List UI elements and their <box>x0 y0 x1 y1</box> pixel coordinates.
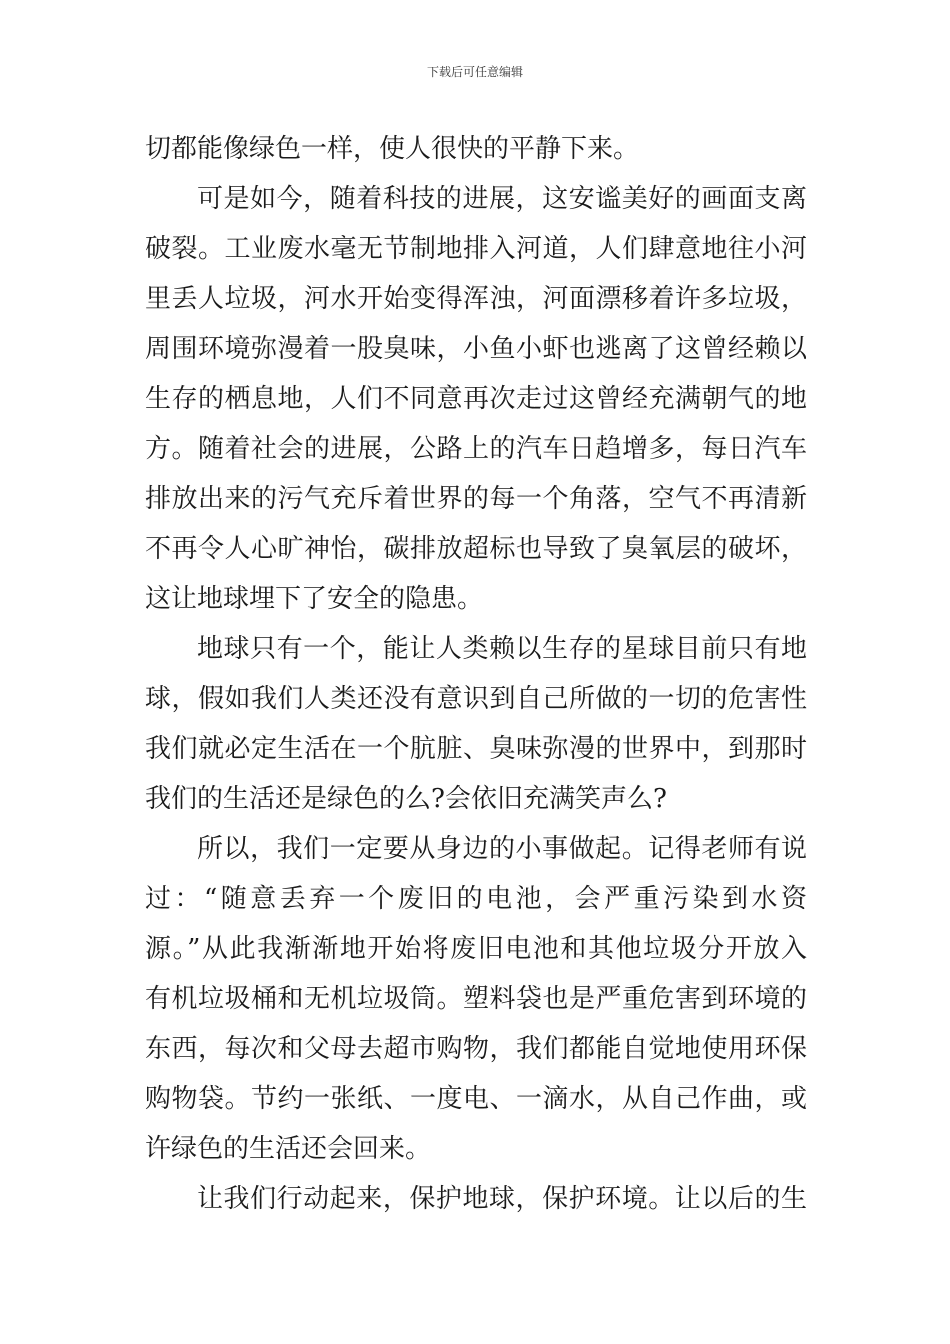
text-line: 排放出来的污气充斥着世界的每一个角落，空气不再清新 <box>145 484 807 514</box>
text-line: 方。随着社会的进展，公路上的汽车日趋增多，每日汽车 <box>145 434 807 464</box>
text-line: 过：“随意丢弃一个废旧的电池，会严重污染到水资 <box>145 884 807 914</box>
text-line: 购物袋。节约一张纸、一度电、一滴水，从自己作曲，或 <box>145 1084 807 1114</box>
text-line: 我们的生活还是绿色的么?会依旧充满笑声么? <box>145 784 667 814</box>
text-line: 里丢人垃圾，河水开始变得浑浊，河面漂移着许多垃圾， <box>145 284 807 314</box>
paragraph <box>145 124 807 174</box>
text-line: 让我们行动起来，保护地球，保护环境。让以后的生 <box>197 1184 807 1214</box>
paragraph <box>145 624 807 824</box>
text-line: 这让地球埋下了安全的隐患。 <box>145 584 484 614</box>
text-line: 切都能像绿色一样，使人很快的平静下来。 <box>145 134 640 164</box>
text-line: 可是如今，随着科技的进展，这安谧美好的画面支离 <box>197 184 807 214</box>
text-line: 东西，每次和父母去超市购物，我们都能自觉地使用环保 <box>145 1034 807 1064</box>
document-body <box>145 124 807 1224</box>
paragraph <box>145 174 807 624</box>
text-line: 破裂。工业废水毫无节制地排入河道，人们肆意地往小河 <box>145 234 807 264</box>
text-line: 球，假如我们人类还没有意识到自己所做的一切的危害性 <box>145 684 807 714</box>
text-line: 我们就必定生活在一个肮脏、臭味弥漫的世界中，到那时 <box>145 734 807 764</box>
text-line: 源。”从此我渐渐地开始将废旧电池和其他垃圾分开放入 <box>145 934 807 964</box>
paragraph <box>145 1174 807 1224</box>
text-line: 许绿色的生活还会回来。 <box>145 1134 432 1164</box>
text-line: 地球只有一个，能让人类赖以生存的星球目前只有地 <box>197 634 807 664</box>
text-line: 不再令人心旷神怡，碳排放超标也导致了臭氧层的破坏， <box>145 534 807 564</box>
text-line: 周围环境弥漫着一股臭味，小鱼小虾也逃离了这曾经赖以 <box>145 334 807 364</box>
text-line: 所以，我们一定要从身边的小事做起。记得老师有说 <box>197 834 807 864</box>
page-header: 下载后可任意编辑 <box>426 65 523 79</box>
text-line: 生存的栖息地，人们不同意再次走过这曾经充满朝气的地 <box>145 384 807 414</box>
text-line: 有机垃圾桶和无机垃圾筒。塑料袋也是严重危害到环境的 <box>145 984 807 1014</box>
paragraph <box>145 824 807 1174</box>
